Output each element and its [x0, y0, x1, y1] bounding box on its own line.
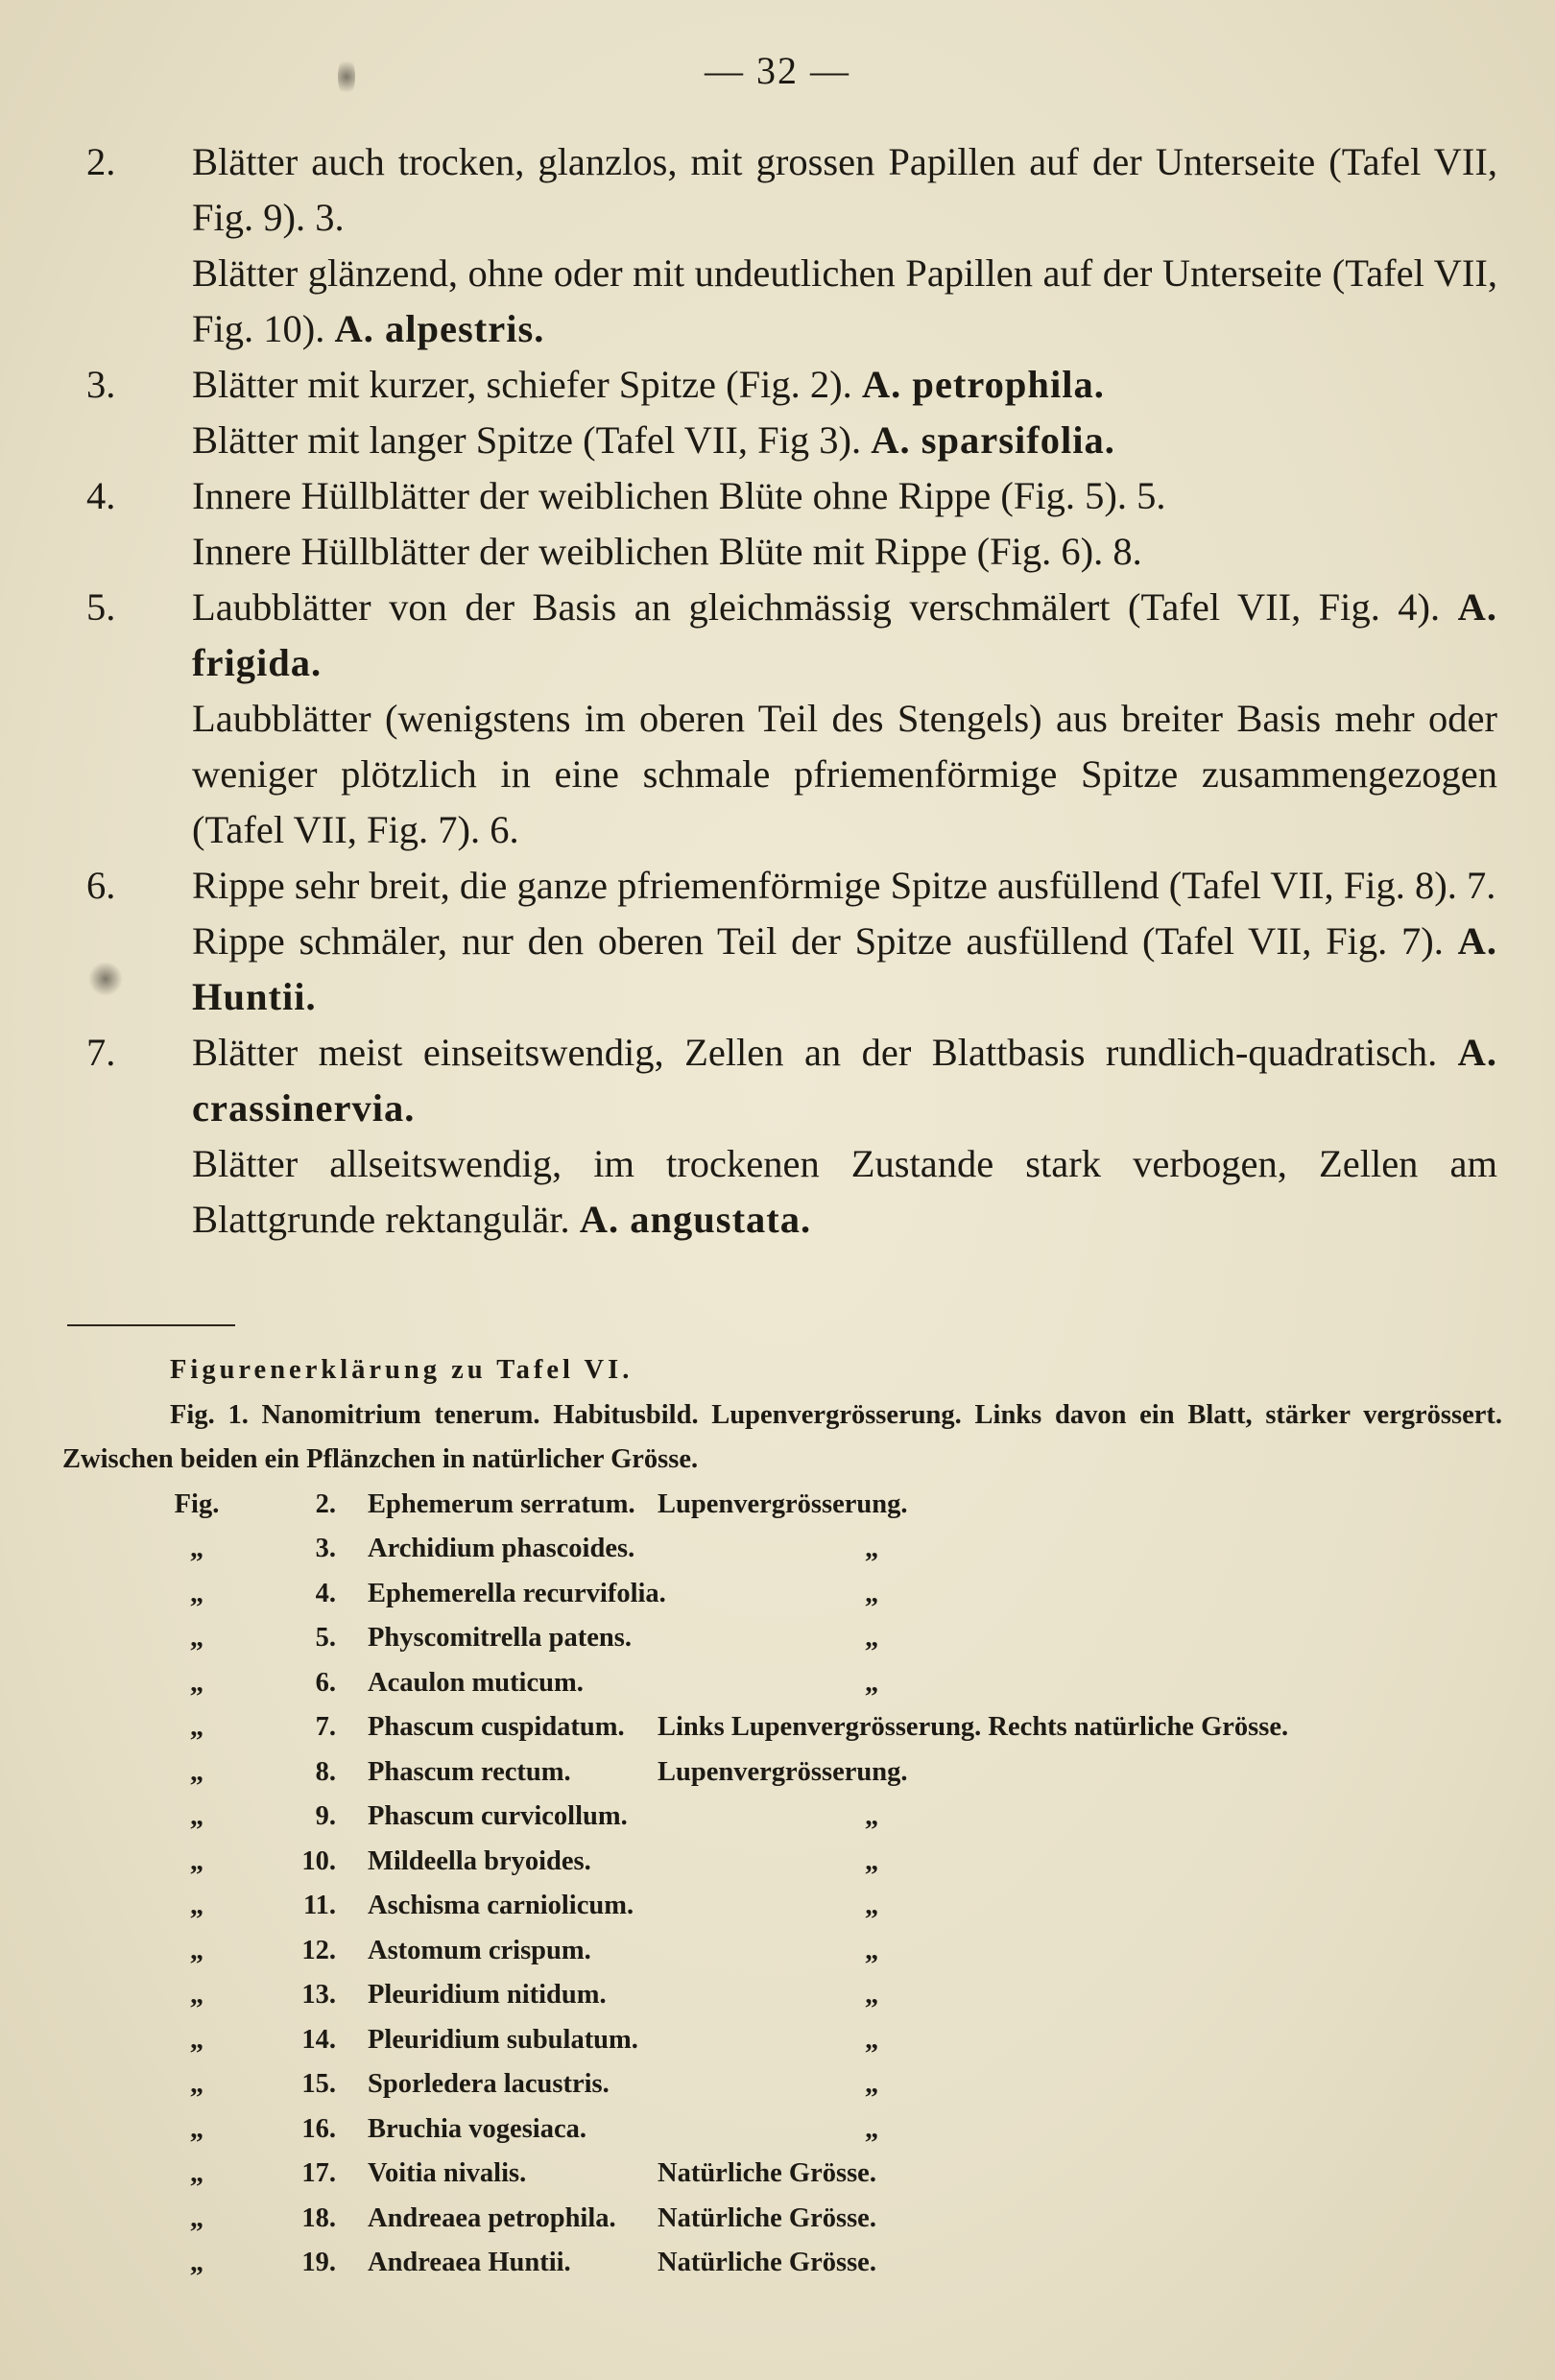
figure-prefix: „	[189, 1534, 204, 1563]
figure-caption-line	[62, 2107, 1502, 2153]
figure-prefix: „	[189, 1712, 204, 1742]
taxon-name: A. alpestris.	[334, 307, 545, 350]
figure-number: 7.	[315, 1712, 336, 1742]
section-divider	[67, 1324, 235, 1326]
figure-description: Lupenvergrösserung.	[658, 1488, 908, 1519]
figure-caption-line	[62, 1483, 1502, 1528]
figure-number: 13.	[301, 1980, 336, 2010]
figure-number: 9.	[315, 1801, 336, 1831]
key-text: Laubblätter von der Basis an gleichmässig verschmälert (Tafel VII, Fig. 4).	[192, 585, 1441, 629]
key-entry	[86, 413, 1497, 468]
key-text: Blätter glänzend, ohne oder mit undeutlichen Papillen auf der Unterseite (Tafel VII, Fig. 10).	[192, 251, 1497, 350]
species-name: Phascum rectum.	[368, 1756, 571, 1787]
figure-prefix: „	[189, 2069, 204, 2099]
species-name: Pleuridium nitidum.	[368, 1980, 607, 2010]
figure-caption-line	[62, 1929, 1502, 1974]
species-name: Bruchia vogesiaca.	[368, 2113, 586, 2144]
species-name: Andreaea petrophila.	[368, 2202, 616, 2233]
figure-description: Lupenvergrösserung.	[658, 1756, 908, 1787]
figure-caption-line	[62, 1616, 1502, 1661]
key-text: Innere Hüllblätter der weiblichen Blüte ohne Rippe (Fig. 5). 5.	[192, 474, 1166, 517]
figure-prefix: „	[189, 1623, 204, 1653]
key-text: Blätter mit kurzer, schiefer Spitze (Fig. 2).	[192, 363, 852, 406]
key-number: 6.	[86, 864, 116, 907]
figure-caption-line	[62, 2018, 1502, 2063]
figure-number: 14.	[301, 2024, 336, 2055]
ditto-mark: „	[865, 1801, 879, 1831]
figure-prefix: „	[189, 1891, 204, 1920]
ditto-mark: „	[865, 2069, 879, 2099]
figure-prefix: „	[189, 2202, 204, 2233]
figure-prefix: „	[189, 1578, 204, 1608]
ditto-mark: „	[865, 2024, 879, 2055]
figure-number: 8.	[315, 1756, 336, 1787]
ditto-mark: „	[865, 1667, 879, 1698]
ditto-mark: „	[865, 1623, 879, 1653]
figure-prefix: „	[189, 2248, 204, 2277]
identification-key	[86, 134, 1497, 1248]
ditto-mark: „	[865, 1935, 879, 1965]
figure-number: 15.	[301, 2069, 336, 2099]
key-text: Rippe schmäler, nur den oberen Teil der Spitze ausfüllend (Tafel VII, Fig. 7).	[192, 919, 1444, 963]
figure-description: Natürliche Grösse.	[658, 2248, 876, 2277]
ditto-mark: „	[865, 1534, 879, 1563]
ditto-mark: „	[865, 1845, 879, 1876]
figure-number: 18.	[301, 2202, 336, 2233]
figure-caption-line	[62, 1705, 1502, 1750]
key-text: Rippe sehr breit, die ganze pfriemenförmige Spitze ausfüllend (Tafel VII, Fig. 8). 7.	[192, 864, 1496, 907]
figure-number: 16.	[301, 2113, 336, 2144]
key-entry	[86, 134, 1497, 246]
key-entry	[86, 1136, 1497, 1248]
figure-number: 11.	[302, 1891, 336, 1920]
figure-caption-line	[62, 2152, 1502, 2197]
figure-prefix: „	[189, 2113, 204, 2144]
figure-prefix: „	[189, 1756, 204, 1787]
key-entry	[86, 691, 1497, 858]
key-number: 3.	[86, 363, 116, 406]
figure-number: 12.	[301, 1935, 336, 1965]
figure-caption-line	[62, 1884, 1502, 1929]
taxon-name: A. Huntii.	[192, 919, 1497, 1018]
figure-number: 10.	[301, 1845, 336, 1876]
key-entry	[86, 914, 1497, 1025]
key-text: Blätter auch trocken, glanzlos, mit grossen Papillen auf der Unterseite (Tafel VII, Fig. 9). 3.	[192, 140, 1497, 239]
species-name: Voitia nivalis.	[368, 2158, 527, 2188]
taxon-name: A. crassinervia.	[192, 1031, 1498, 1130]
figure-prefix: „	[189, 1801, 204, 1831]
figure-caption-line	[62, 2062, 1502, 2107]
key-entry	[86, 468, 1497, 524]
figure-description: Natürliche Grösse.	[658, 2158, 876, 2188]
key-text: Innere Hüllblätter der weiblichen Blüte mit Rippe (Fig. 6). 8.	[192, 530, 1142, 573]
figure-prefix: „	[189, 1667, 204, 1698]
figure-number: 19.	[301, 2248, 336, 2277]
figure-caption-line	[62, 1572, 1502, 1617]
figure-number: 3.	[315, 1534, 336, 1563]
species-name: Acaulon muticum.	[368, 1667, 584, 1698]
page-number: — 32 —	[705, 49, 850, 92]
species-name: Pleuridium subulatum.	[368, 2024, 638, 2055]
taxon-name: A. angustata.	[579, 1198, 812, 1241]
figure-prefix: „	[189, 1980, 204, 2010]
ditto-mark: „	[865, 1891, 879, 1920]
taxon-name: A. frigida.	[192, 585, 1498, 684]
species-name: Physcomitrella patens.	[368, 1623, 632, 1653]
species-name: Phascum curvicollum.	[368, 1801, 628, 1831]
figure-legend-title: Figurenerklärung zu Tafel VI.	[170, 1355, 634, 1385]
key-entry	[86, 580, 1497, 691]
taxon-name: A. sparsifolia.	[871, 418, 1115, 462]
figure-caption-line	[62, 1840, 1502, 1885]
figure-number: 4.	[315, 1578, 336, 1608]
ditto-mark: „	[865, 1578, 879, 1608]
figure-caption-line	[62, 1795, 1502, 1840]
figure-caption-line	[62, 1661, 1502, 1706]
key-text: Laubblätter (wenigstens im oberen Teil des Stengels) aus breiter Basis mehr oder weniger plötzlich in eine schmale pfriemenförmige Spitze zusammengezogen (Tafel VII, Fig. 7). 6.	[192, 697, 1497, 851]
key-entry	[86, 858, 1497, 914]
key-number: 4.	[86, 474, 116, 517]
figure-prefix: „	[189, 1935, 204, 1965]
key-number: 7.	[86, 1031, 116, 1074]
figure-number: 2.	[315, 1488, 336, 1519]
species-name: Mildeella bryoides.	[368, 1845, 591, 1876]
figure-prefix: „	[189, 2024, 204, 2055]
figure-number: 6.	[315, 1667, 336, 1698]
key-entry	[86, 524, 1497, 580]
species-name: Archidium phascoides.	[368, 1534, 635, 1563]
taxon-name: A. petrophila.	[861, 363, 1105, 406]
figure-legend	[62, 1348, 1502, 2286]
species-name: Aschisma carniolicum.	[368, 1891, 634, 1920]
figure-number: 5.	[315, 1623, 336, 1653]
species-name: Phascum cuspidatum.	[368, 1712, 625, 1742]
species-name: Andreaea Huntii.	[368, 2248, 571, 2277]
figure-caption-line	[62, 1750, 1502, 1796]
species-name: Ephemerum serratum.	[368, 1488, 635, 1519]
figure-prefix: „	[189, 1845, 204, 1876]
figure-prefix: „	[189, 2158, 204, 2188]
species-name: Sporledera lacustris.	[368, 2069, 610, 2099]
key-entry	[86, 357, 1497, 413]
key-text: Blätter allseitswendig, im trockenen Zustande stark verbogen, Zellen am Blattgrunde rektangulär.	[192, 1142, 1497, 1241]
figure-caption-line	[62, 1973, 1502, 2018]
figure-caption-line	[62, 1527, 1502, 1572]
key-text: Blätter meist einseitswendig, Zellen an der Blattbasis rundlich-quadratisch.	[192, 1031, 1438, 1074]
figure-caption-line	[62, 2241, 1502, 2286]
ditto-mark: „	[865, 2113, 879, 2144]
ditto-mark: „	[865, 1980, 879, 2010]
key-entry	[86, 246, 1497, 357]
key-number: 2.	[86, 140, 116, 183]
figure-description: Natürliche Grösse.	[658, 2202, 876, 2233]
figure-prefix: Fig.	[174, 1488, 220, 1519]
key-text: Blätter mit langer Spitze (Tafel VII, Fig 3).	[192, 418, 862, 462]
figure-description: Links Lupenvergrösserung. Rechts natürliche Grösse.	[658, 1712, 1289, 1742]
figure-number: 17.	[301, 2158, 336, 2188]
figure-caption-line	[62, 2197, 1502, 2242]
figure-caption-list	[62, 1483, 1502, 2286]
figure-1-caption: Fig. 1. Nanomitrium tenerum. Habitusbild. Lupenvergrösserung. Links davon ein Blatt, stärker vergrössert. Zwischen beiden ein Pflänzchen in natürlicher Grösse.	[62, 1399, 1502, 1474]
species-name: Ephemerella recurvifolia.	[368, 1578, 666, 1608]
key-entry	[86, 1025, 1497, 1136]
species-name: Astomum crispum.	[368, 1935, 591, 1965]
key-number: 5.	[86, 585, 116, 629]
